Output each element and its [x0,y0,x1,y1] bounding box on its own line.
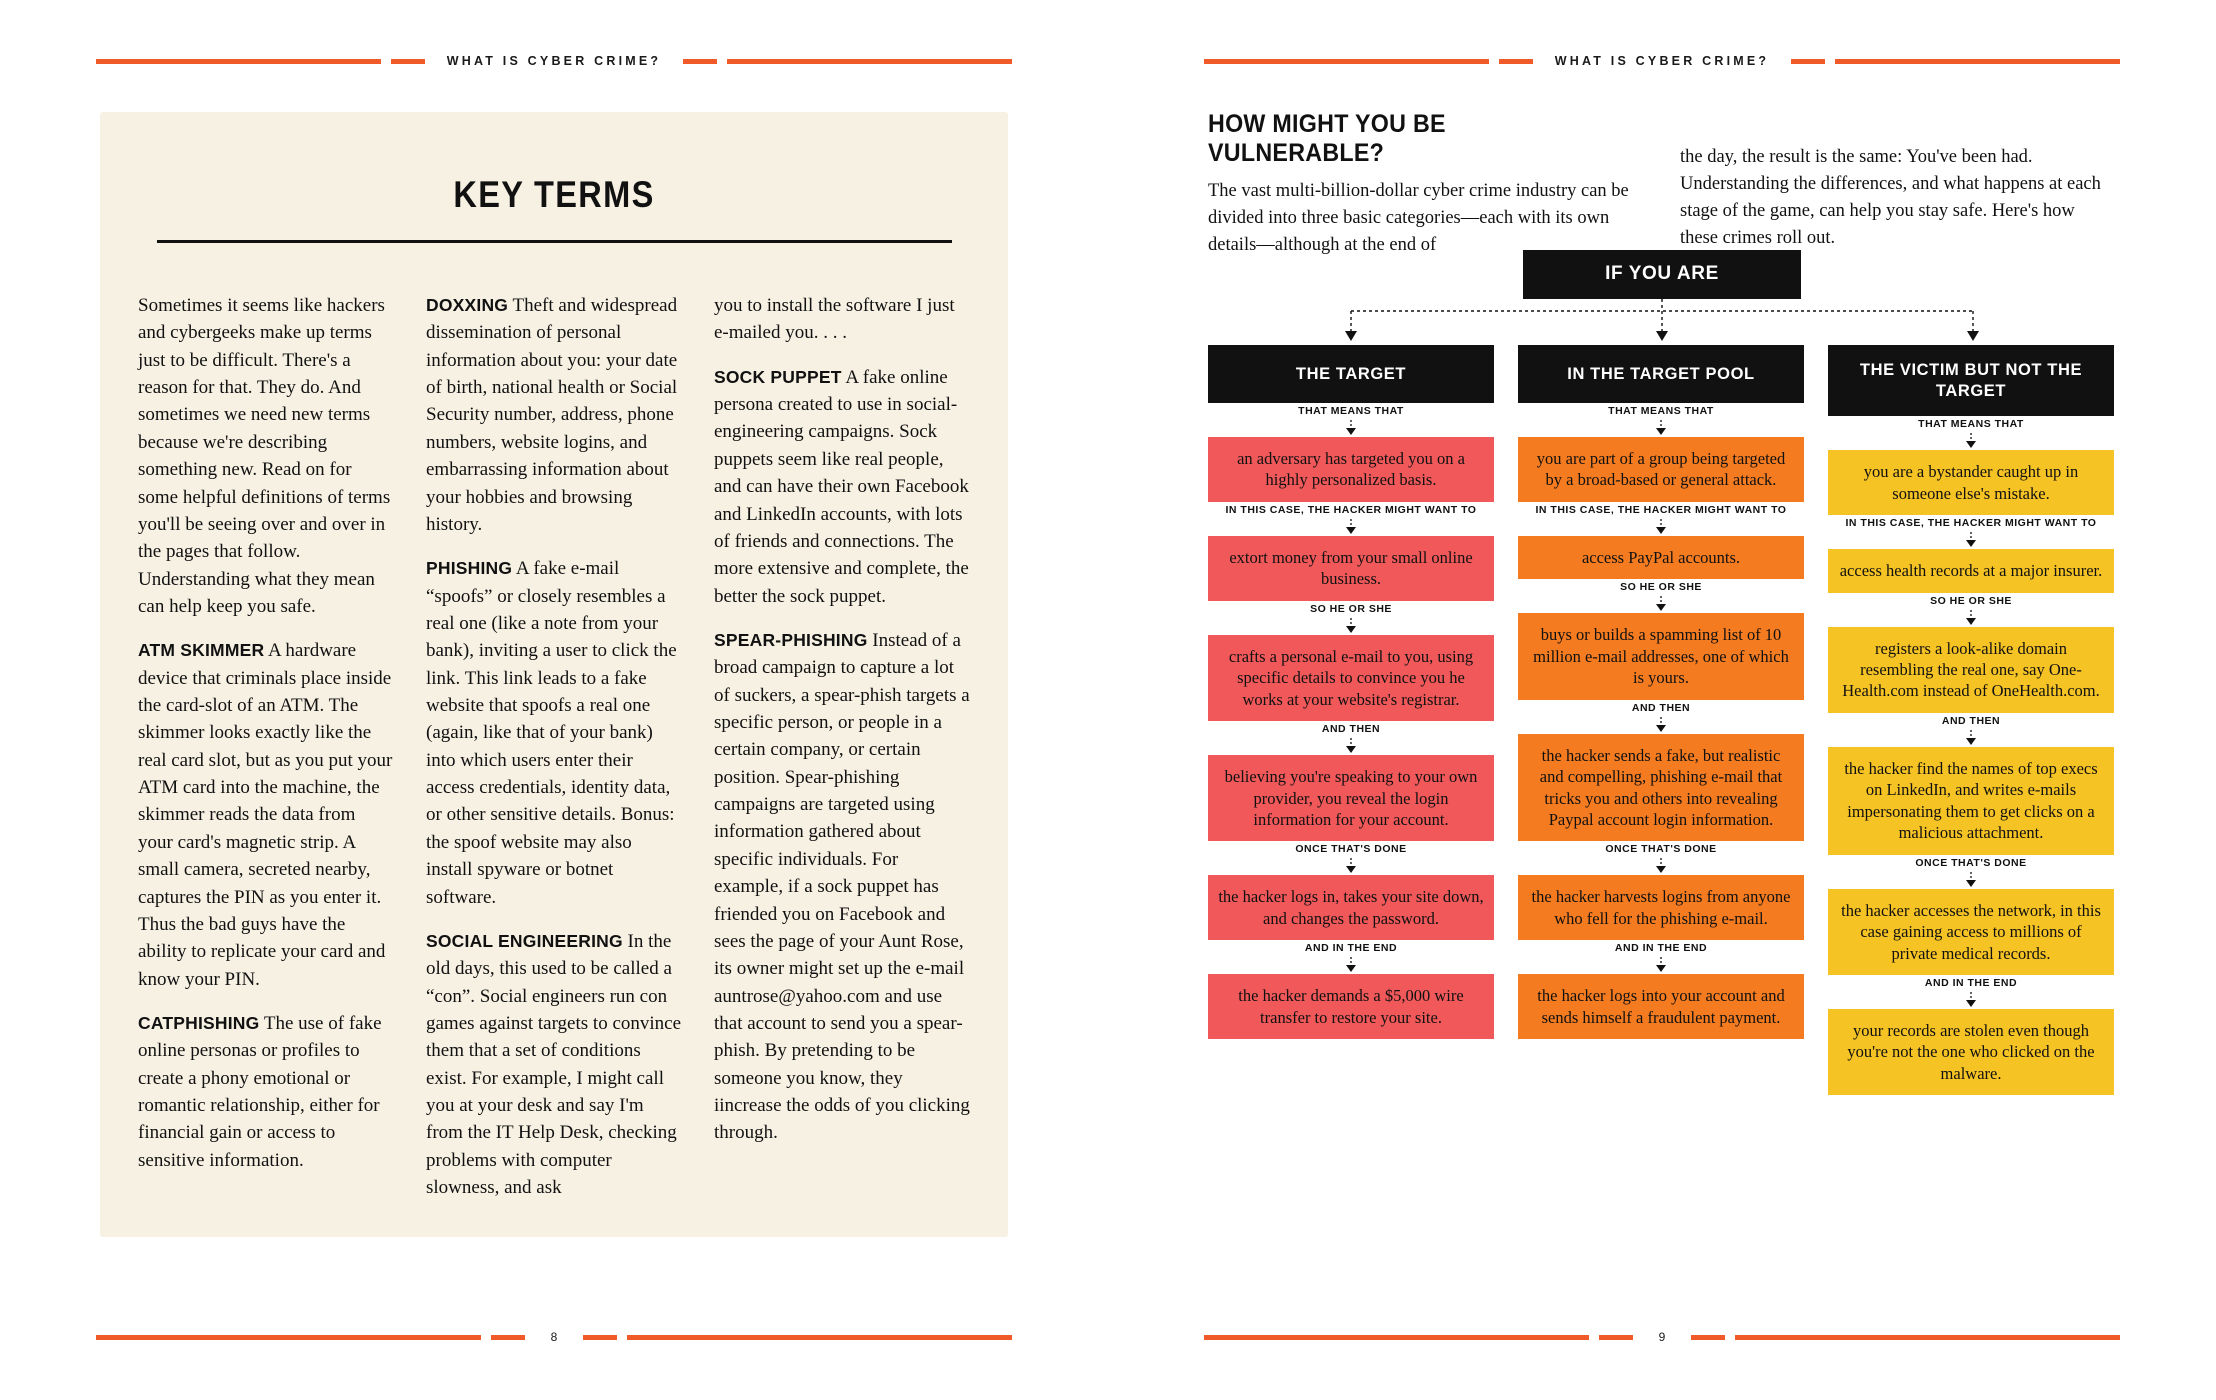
rule-segment [491,1335,525,1340]
term-text: A hardware device that criminals place inside the card-slot of an ATM. The skimmer looks exactly like the real card slot, but as you put your ATM card into the machine, the skimmer reads the data from your card's magnetic strip. A small camera, secreted nearby, captures the PIN as you enter it. Thus the bad guys have the ability to replicate your card and know your PIN. [138,640,393,990]
flow-step: an adversary has targeted you on a highly personalized basis. [1208,437,1494,502]
flow-connector-label: ONCE THAT'S DONE [1605,843,1717,856]
flow-column-target [1208,345,1494,1095]
flow-step: access PayPal accounts. [1518,536,1804,579]
rule-segment [683,59,717,64]
arrow-down-icon [1344,519,1358,535]
right-page [1108,0,2216,1400]
term-paragraph [714,364,970,610]
term-paragraph [138,1010,394,1174]
flow-step: extort money from your small online business. [1208,536,1494,601]
flow-connector-label: IN THIS CASE, THE HACKER MIGHT WANT TO [1225,503,1477,516]
rule-segment [1499,59,1533,64]
term-label: SOCK PUPPET [714,366,842,387]
flowchart [1208,250,2116,1095]
terms-column-3 [714,292,970,1219]
flow-step: the hacker logs into your account and sends himself a fraudulent payment. [1518,974,1804,1039]
flow-connector-label: IN THIS CASE, THE HACKER MIGHT WANT TO [1535,503,1787,516]
flow-column-target-pool [1518,345,1804,1095]
flow-column-header: IN THE TARGET POOL [1518,345,1804,403]
flow-step: registers a look-alike domain resembling the real one, say One-Health.com instead of OneHealth.com. [1828,627,2114,713]
page-number: 9 [1658,1330,1666,1344]
rule-segment [1691,1335,1725,1340]
term-paragraph [714,627,970,1147]
flow-connector-label: THAT MEANS THAT [1608,405,1714,417]
rule-segment [583,1335,617,1340]
term-text: In the old days, this used to be called a “con”. Social engineers run con games against targets to convince them that a set of conditions exist. For example, I might call you at your desk and say I'm from the IT Help Desk, checking problems with computer slowness, and ask [426,930,682,1199]
page-number: 8 [550,1330,558,1344]
vulnerability-intro [1208,110,2116,259]
rule-segment [96,1335,481,1340]
term-paragraph [426,555,682,911]
term-text: A fake online persona created to use in social-engineering campaigns. Sock puppets seem like real people, and can have their own Facebook and LinkedIn accounts, with lots of friends and connections. The more extensive and complete, the better the sock puppet. [714,366,969,607]
rule-segment [1204,1335,1589,1340]
arrow-down-icon [1964,730,1978,746]
flow-connector-label: THAT MEANS THAT [1918,418,2024,431]
term-paragraph [714,292,970,347]
term-text: Instead of a broad campaign to capture a lot of suckers, a spear-phish targets a specific person, or people in a certain company, or certain position. Spear-phishing campaigns are targeted using information gathered about specific individuals. For example, if a sock puppet has friended you on Facebook and sees the page of your Aunt Rose, its owner might set up the e-mail auntrose@yahoo.com and use that account to send you a spear-phish. By pretending to be someone you know, they iincrease the odds of you clicking through. [714,629,970,1144]
footer-rule-left [96,1328,1012,1346]
arrow-down-icon [1964,433,1978,449]
page-title: HOW MIGHT YOU BE VULNERABLE? [1208,110,1446,167]
terms-column-1 [138,292,394,1219]
arrow-down-icon [1654,519,1668,535]
flow-connector-label: AND THEN [1941,714,2001,727]
branch-connectors [1208,299,2116,345]
flow-step: you are part of a group being targeted by a broad-based or general attack. [1518,437,1804,502]
rule-segment [1735,1335,2120,1340]
flow-step: the hacker harvests logins from anyone who fell for the phishing e-mail. [1518,875,1804,940]
rule-segment [627,1335,1012,1340]
flow-connector-label: THAT MEANS THAT [1298,405,1404,417]
footer-rule-right [1204,1328,2120,1346]
arrow-down-icon [1344,420,1358,436]
flow-step: the hacker accesses the network, in this case gaining access to millions of private medical records. [1828,889,2114,975]
flow-connector-label: ONCE THAT'S DONE [1295,843,1407,856]
term-text: The use of fake online personas or profiles to create a phony emotional or romantic relationship, either for financial gain or access to sensitive information. [138,1012,382,1171]
flow-step: the hacker sends a fake, but realistic and compelling, phishing e-mail that tricks you and others into revealing Paypal account login information. [1518,734,1804,842]
flow-column-header: THE TARGET [1208,345,1494,403]
arrow-down-icon [1654,858,1668,874]
flow-connector-label: SO HE OR SHE [1930,594,2012,607]
arrow-down-icon [1964,872,1978,888]
flow-step: crafts a personal e-mail to you, using specific details to convince you he works at your website's registrar. [1208,635,1494,721]
arrow-down-icon [1654,420,1668,436]
flow-columns [1208,345,2116,1095]
term-text: you to install the software I just e-mailed you. . . . [714,295,955,344]
arrow-down-icon [1654,596,1668,612]
intro-text-left: The vast multi-billion-dollar cyber crime industry can be divided into three basic categories—each with its own details—although at the end of [1208,181,1629,255]
term-label: SOCIAL ENGINEERING [426,930,623,951]
flow-connector-label: AND IN THE END [1614,942,1708,955]
arrow-down-icon [1344,618,1358,634]
flow-step: buys or builds a spamming list of 10 million e-mail addresses, one of which is yours. [1518,613,1804,699]
intro-column-left [1208,110,1644,259]
flow-connector-label: SO HE OR SHE [1620,581,1702,594]
arrow-down-icon [1344,957,1358,973]
term-text: Theft and widespread dissemination of personal information about you: your date of birth, national health or Social Security number, address, phone numbers, website logins, and embarrassing information about your hobbies and browsing history. [426,295,678,535]
flow-connector-label: AND THEN [1631,701,1691,714]
intro-text-right: the day, the result is the same: You've been had. Understanding the differences, and what happens at each stage of the game, can help you stay safe. Here's how these crimes roll out. [1680,147,2101,248]
flow-step: the hacker demands a $5,000 wire transfer to restore your site. [1208,974,1494,1039]
flow-connector-label: AND THEN [1321,723,1381,736]
rule-segment [1835,59,2120,64]
arrow-down-icon [1964,610,1978,626]
arrow-down-icon [1344,858,1358,874]
running-head-title: WHAT IS CYBER CRIME? [1554,54,1770,68]
running-head-left [96,52,1012,70]
term-paragraph [138,637,394,993]
flow-root-node: IF YOU ARE [1523,250,1801,299]
key-terms-columns [138,292,970,1219]
flow-connector-label: AND IN THE END [1304,942,1398,955]
terms-column-2 [426,292,682,1219]
key-terms-panel [100,112,1008,1237]
running-head-right [1204,52,2120,70]
rule-segment [1204,59,1489,64]
rule-segment [1599,1335,1633,1340]
running-head-title: WHAT IS CYBER CRIME? [446,54,662,68]
term-paragraph [138,292,394,620]
title-underline [157,240,952,243]
flow-connector-label: ONCE THAT'S DONE [1915,856,2027,869]
flow-step: believing you're speaking to your own provider, you reveal the login information for your account. [1208,755,1494,841]
rule-segment [727,59,1012,64]
flow-connector-label: IN THIS CASE, THE HACKER MIGHT WANT TO [1845,517,2097,530]
flow-step: you are a bystander caught up in someone else's mistake. [1828,450,2114,515]
term-label: SPEAR-PHISHING [714,629,868,650]
term-label: PHISHING [426,558,513,579]
term-text: Sometimes it seems like hackers and cybergeeks make up terms just to be difficult. There's a reason for that. They do. And sometimes we need new terms because we're describing something new. Read on for some helpful definitions of terms you'll be seeing over and over in the pages that follow. Understanding what they mean can help keep you safe. [138,295,391,617]
arrow-down-icon [1964,992,1978,1008]
flow-step: the hacker logs in, takes your site down, and changes the password. [1208,875,1494,940]
term-paragraph [426,292,682,538]
intro-column-right [1680,110,2116,259]
rule-segment [391,59,425,64]
flow-step: the hacker find the names of top execs on LinkedIn, and writes e-mails impersonating them to get clicks on a malicious attachment. [1828,747,2114,855]
term-label: DOXXING [426,295,509,315]
term-text: A fake e-mail “spoofs” or closely resembles a real one (like a note from your bank), inviting a user to click the link. This link leads to a fake website that spoofs a real one (again, like that of your bank) into which users enter their access credentials, identity data, or other sensitive details. Bonus: the spoof website may also install spyware or botnet software. [426,558,677,908]
term-label: ATM SKIMMER [138,640,265,661]
flow-column-header: THE VICTIM BUT NOT THE TARGET [1828,345,2114,416]
flow-connector-label: AND IN THE END [1924,976,2018,989]
arrow-down-icon [1964,532,1978,548]
term-paragraph [426,928,682,1202]
rule-segment [1791,59,1825,64]
rule-segment [96,59,381,64]
flow-column-victim [1828,345,2114,1095]
flow-step: access health records at a major insurer. [1828,549,2114,592]
arrow-down-icon [1654,717,1668,733]
arrow-down-icon [1654,957,1668,973]
term-label: CATPHISHING [138,1012,260,1033]
arrow-down-icon [1344,738,1358,754]
flow-connector-label: SO HE OR SHE [1310,602,1392,615]
page-title: KEY TERMS [453,174,655,215]
flow-step: your records are stolen even though you're not the one who clicked on the malware. [1828,1009,2114,1095]
